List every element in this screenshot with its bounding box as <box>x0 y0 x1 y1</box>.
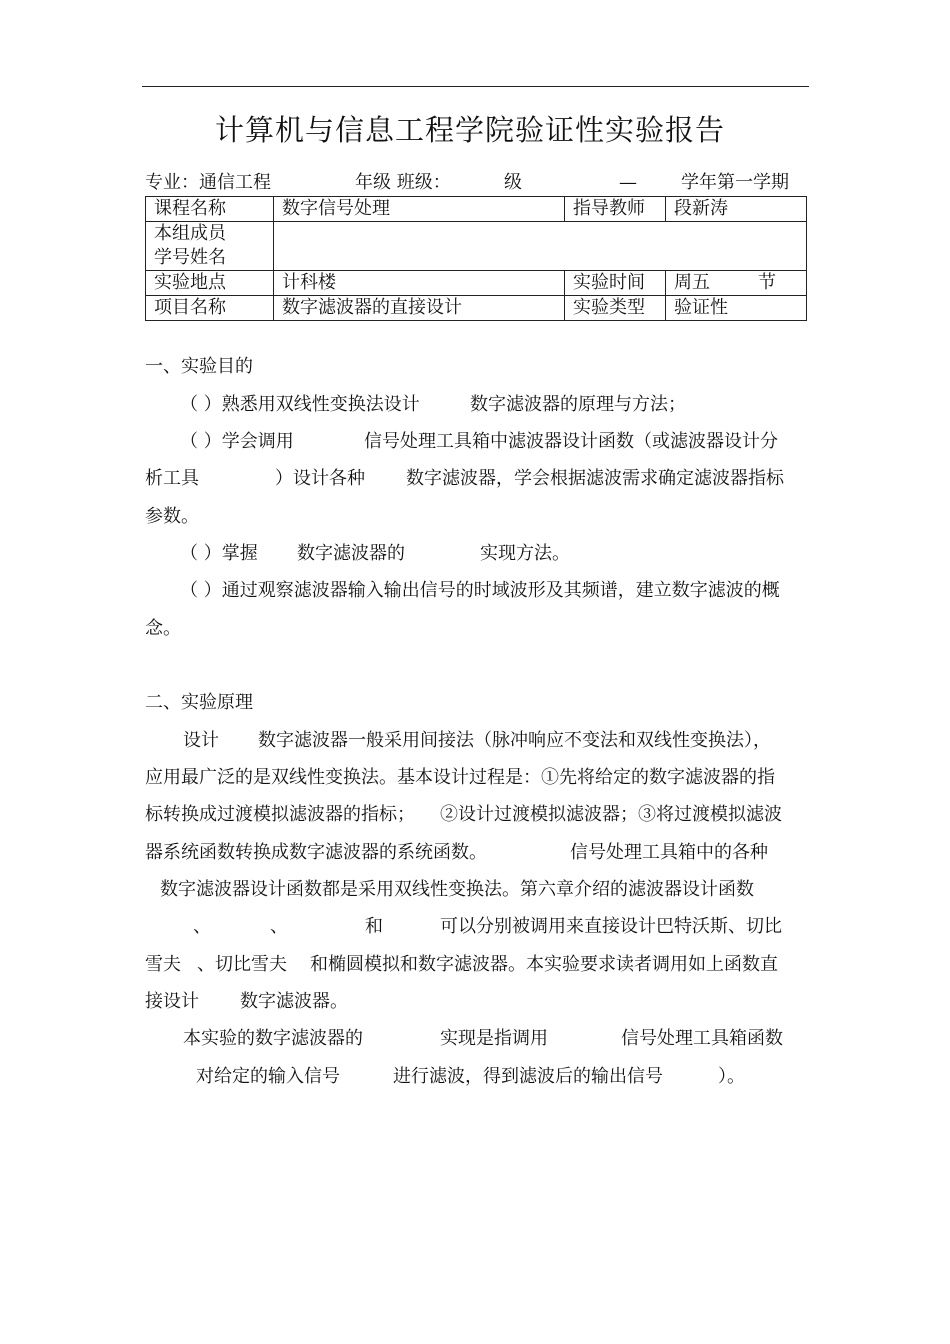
principle-2c: 信号处理工具箱函数 <box>621 1028 783 1049</box>
info-table <box>145 196 807 321</box>
objective-4a: （ ）通过观察滤波器输入输出信号的时域波形及其频谱，建立数字滤波的概 <box>180 580 780 601</box>
time-unit: 节 <box>758 272 776 293</box>
members-label <box>146 222 274 271</box>
section2-heading: 二、实验原理 <box>145 692 253 713</box>
members-value <box>274 222 807 271</box>
principle-1j3: 和椭圆模拟和数字滤波器。本实验要求读者调用如上函数直 <box>310 954 778 975</box>
principle-1h: 数字滤波器设计函数都是采用双线性变换法。第六章介绍的滤波器设计函数 <box>160 879 754 900</box>
principle-1j1: 雪夫 <box>145 954 181 975</box>
principle-2b: 实现是指调用 <box>440 1028 548 1049</box>
header-rule <box>142 86 809 87</box>
objective-2a: （ ）学会调用 <box>180 431 294 452</box>
principle-1g: 信号处理工具箱中的各种 <box>570 842 768 863</box>
objective-3c: 实现方法。 <box>480 543 570 564</box>
teacher-label: 指导教师 <box>565 197 666 222</box>
principle-1b: 数字滤波器一般采用间接法（脉冲响应不变法和双线性变换法）， <box>258 730 771 751</box>
principle-1i4: 可以分别被调用来直接设计巴特沃斯、切比 <box>440 916 782 937</box>
term-label: 学年第一学期 <box>681 172 789 193</box>
principle-1i2: 、 <box>270 916 288 937</box>
type-value: 验证性 <box>666 296 807 321</box>
principle-1c: 应用最广泛的是双线性变换法。基本设计过程是：①先将给定的数字滤波器的指 <box>145 767 775 788</box>
objective-3a: （ ）掌握 <box>180 543 258 564</box>
objective-2b: 信号处理工具箱中滤波器设计函数（或滤波器设计分 <box>364 431 778 452</box>
principle-1i1: 、 <box>193 916 211 937</box>
page-title: 计算机与信息工程学院验证性实验报告 <box>215 113 726 147</box>
grade-suffix: 级 <box>504 172 522 193</box>
objective-4b: 念。 <box>145 618 181 639</box>
year-dash: — <box>619 172 637 193</box>
members-label-line2: 学号姓名 <box>154 247 226 268</box>
time-label: 实验时间 <box>565 271 666 296</box>
type-label: 实验类型 <box>565 296 666 321</box>
location-value: 计科楼 <box>274 271 565 296</box>
objective-3b: 数字滤波器的 <box>297 543 405 564</box>
principle-2e: 进行滤波，得到滤波后的输出信号 <box>393 1066 663 1087</box>
time-value <box>666 271 807 296</box>
table-row <box>146 271 807 296</box>
principle-1a: 设计 <box>183 730 219 751</box>
principle-2a: 本实验的数字滤波器的 <box>183 1028 363 1049</box>
grade-class-label: 年级 班级： <box>355 172 451 193</box>
principle-1e: ②设计过渡模拟滤波器；③将过渡模拟滤波 <box>440 804 782 825</box>
objective-1b: 数字滤波器的原理与方法； <box>470 394 686 415</box>
principle-1i3: 和 <box>365 916 383 937</box>
table-row <box>146 222 807 271</box>
principle-2d: 对给定的输入信号 <box>196 1066 340 1087</box>
project-label: 项目名称 <box>146 296 274 321</box>
teacher-value: 段新涛 <box>666 197 807 222</box>
principle-1f: 器系统函数转换成数字滤波器的系统函数。 <box>145 842 487 863</box>
principle-1k2: 数字滤波器。 <box>240 991 348 1012</box>
objective-2c: 析工具 <box>145 468 199 489</box>
course-value: 数字信号处理 <box>274 197 565 222</box>
members-label-line1: 本组成员 <box>154 223 226 244</box>
principle-2f: ）。 <box>718 1066 745 1087</box>
project-value: 数字滤波器的直接设计 <box>274 296 565 321</box>
table-row <box>146 197 807 222</box>
major-label: 专业：通信工程 <box>145 172 271 193</box>
objective-2e: 数字滤波器，学会根据滤波需求确定滤波器指标 <box>406 468 784 489</box>
section1-heading: 一、实验目的 <box>145 356 253 377</box>
location-label: 实验地点 <box>146 271 274 296</box>
time-day: 周五 <box>674 272 710 293</box>
objective-2f: 参数。 <box>145 506 199 527</box>
table-row <box>146 296 807 321</box>
objective-2d: ）设计各种 <box>275 468 365 489</box>
principle-1k1: 接设计 <box>145 991 199 1012</box>
course-label: 课程名称 <box>146 197 274 222</box>
principle-1j2: 、切比雪夫 <box>197 954 287 975</box>
objective-1a: （ ）熟悉用双线性变换法设计 <box>180 394 420 415</box>
principle-1d: 标转换成过渡模拟滤波器的指标； <box>145 804 415 825</box>
